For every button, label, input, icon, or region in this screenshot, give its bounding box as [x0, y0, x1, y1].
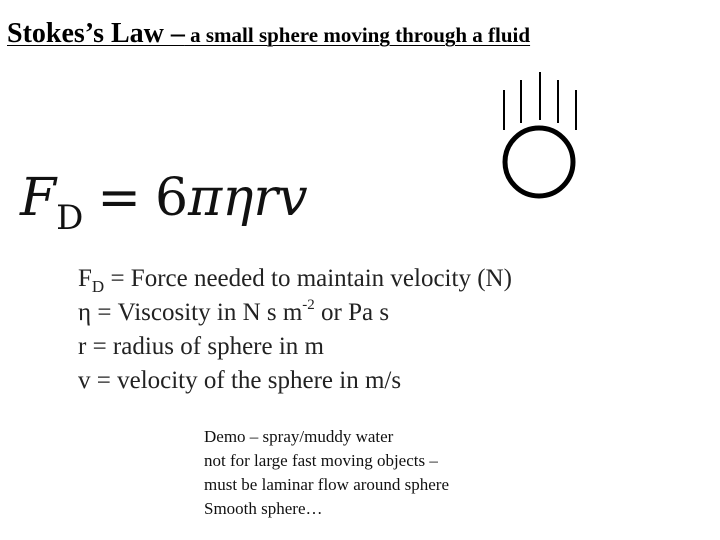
- def-force-symbol: F: [78, 265, 92, 292]
- def-force-text: = Force needed to maintain velocity (N): [104, 265, 512, 292]
- note-line: not for large fast moving objects –: [204, 451, 438, 470]
- definition-force: [78, 262, 512, 296]
- formula-equals: =: [97, 168, 141, 228]
- def-viscosity-suffix: or Pa s: [314, 299, 390, 326]
- note-line: Smooth sphere…: [204, 499, 323, 518]
- formula-force-subscript: D: [56, 198, 84, 238]
- def-force-subscript: D: [91, 277, 105, 296]
- def-viscosity-prefix: η = Viscosity in N s m: [78, 299, 303, 326]
- formula-coefficient: 6: [154, 168, 189, 228]
- demo-notes: [204, 425, 449, 521]
- page-title: [7, 18, 530, 50]
- title-main: Stokes’s Law –: [7, 18, 185, 49]
- note-line: must be laminar flow around sphere: [204, 475, 450, 494]
- definition-radius: r = radius of sphere in m: [78, 333, 324, 360]
- sphere-circle: [505, 128, 573, 196]
- formula-force-symbol: F: [20, 168, 57, 228]
- stokes-formula: [20, 168, 308, 238]
- definition-velocity: v = velocity of the sphere in m/s: [78, 367, 402, 394]
- def-viscosity-exponent: -2: [302, 297, 315, 313]
- sphere-flow-diagram: [490, 68, 590, 203]
- definition-viscosity: [78, 296, 512, 330]
- title-subtitle: a small sphere moving through a fluid: [184, 23, 531, 47]
- definitions-list: [78, 262, 512, 398]
- formula-variables: πηrv: [188, 168, 308, 228]
- note-line: Demo – spray/muddy water: [204, 427, 394, 446]
